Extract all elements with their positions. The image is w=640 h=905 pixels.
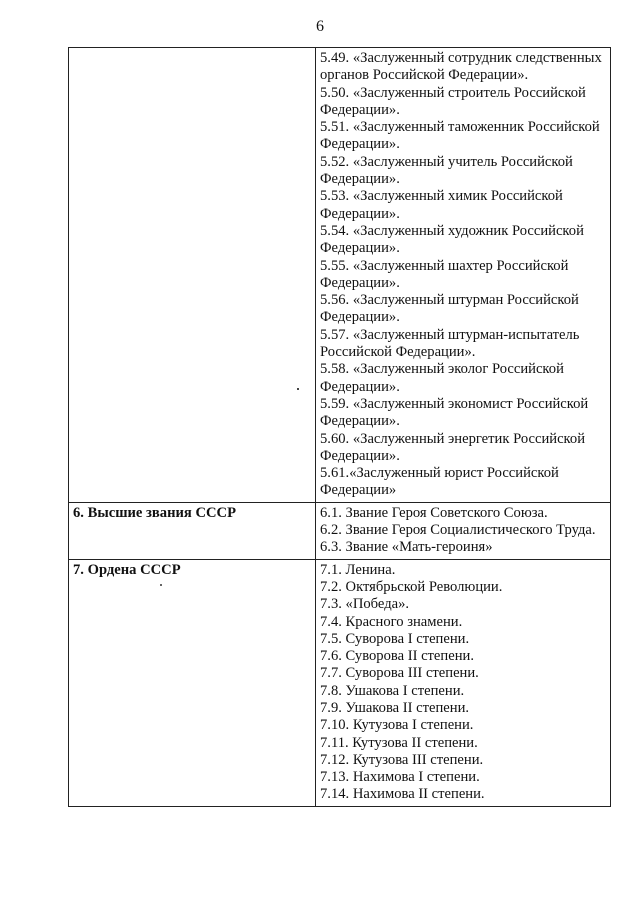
list-item: 7.10. Кутузова I степени. xyxy=(320,717,474,734)
list-item: 7.1. Ленина. xyxy=(320,561,396,578)
list-item: 7.8. Ушакова I степени. xyxy=(320,682,465,699)
list-item: 7.4. Красного знамени. xyxy=(320,613,463,630)
list-item: 6.2. Звание Героя Социалистического Труда. xyxy=(320,522,596,539)
category-cell: 7. Ордена СССР xyxy=(69,559,316,806)
list-item: 5.55. «Заслуженный шахтер Российской Федерации». xyxy=(320,257,569,291)
items-cell xyxy=(316,502,611,559)
list-item: 5.50. «Заслуженный строитель Российской Федерации». xyxy=(320,84,586,118)
items-cell xyxy=(316,559,611,806)
list-item: 7.13. Нахимова I степени. xyxy=(320,769,480,786)
items-cell xyxy=(316,48,611,503)
list-item: 5.57. «Заслуженный штурман-испытатель Российской Федерации». xyxy=(320,326,580,361)
awards-table-body xyxy=(69,48,611,807)
table-row xyxy=(69,559,611,806)
list-item: 7.7. Суворова III степени. xyxy=(320,665,479,682)
list-item: 5.60. «Заслуженный энергетик Российской Федерации». xyxy=(320,430,586,464)
list-item: 6.3. Звание «Мать-героиня» xyxy=(320,539,493,556)
list-item: 7.12. Кутузова III степени. xyxy=(320,751,484,768)
list-item: 7.2. Октябрьской Революции. xyxy=(320,578,503,595)
list-item: 7.9. Ушакова II степени. xyxy=(320,699,470,716)
list-item: 5.59. «Заслуженный экономист Российской Федерации». xyxy=(320,395,589,430)
list-item: 5.52. «Заслуженный учитель Российской Федерации». xyxy=(320,153,573,188)
list-item: 7.14. Нахимова II степени. xyxy=(320,786,485,803)
table-row xyxy=(69,48,611,503)
list-item: 7.6. Суворова II степени. xyxy=(320,648,474,665)
list-item: 7.5. Суворова I степени. xyxy=(320,630,470,647)
list-item: 5.51. «Заслуженный таможенник Российской Федерации». xyxy=(320,119,600,153)
page-number: 6 xyxy=(316,18,324,35)
category-cell: 6. Высшие звания СССР xyxy=(69,502,316,559)
list-item: 5.58. «Заслуженный эколог Российской Федерации». xyxy=(320,361,564,395)
list-item: 5.49. «Заслуженный сотрудник следственных органов Российской Федерации». xyxy=(320,50,602,84)
awards-table xyxy=(68,47,611,807)
list-item: 5.54. «Заслуженный художник Российской Федерации». xyxy=(320,222,584,257)
scan-speck xyxy=(297,388,299,390)
list-item: 6.1. Звание Героя Советского Союза. xyxy=(320,504,548,521)
list-item: 7.3. «Победа». xyxy=(320,596,410,613)
table-row xyxy=(69,502,611,559)
list-item: 5.53. «Заслуженный химик Российской Федерации». xyxy=(320,188,563,222)
list-item: 5.61.«Заслуженный юрист Российской Федерации» xyxy=(320,465,559,499)
list-item: 7.11. Кутузова II степени. xyxy=(320,734,478,751)
scan-speck xyxy=(160,584,162,586)
category-cell xyxy=(69,48,316,503)
list-item: 5.56. «Заслуженный штурман Российской Федерации». xyxy=(320,292,579,326)
